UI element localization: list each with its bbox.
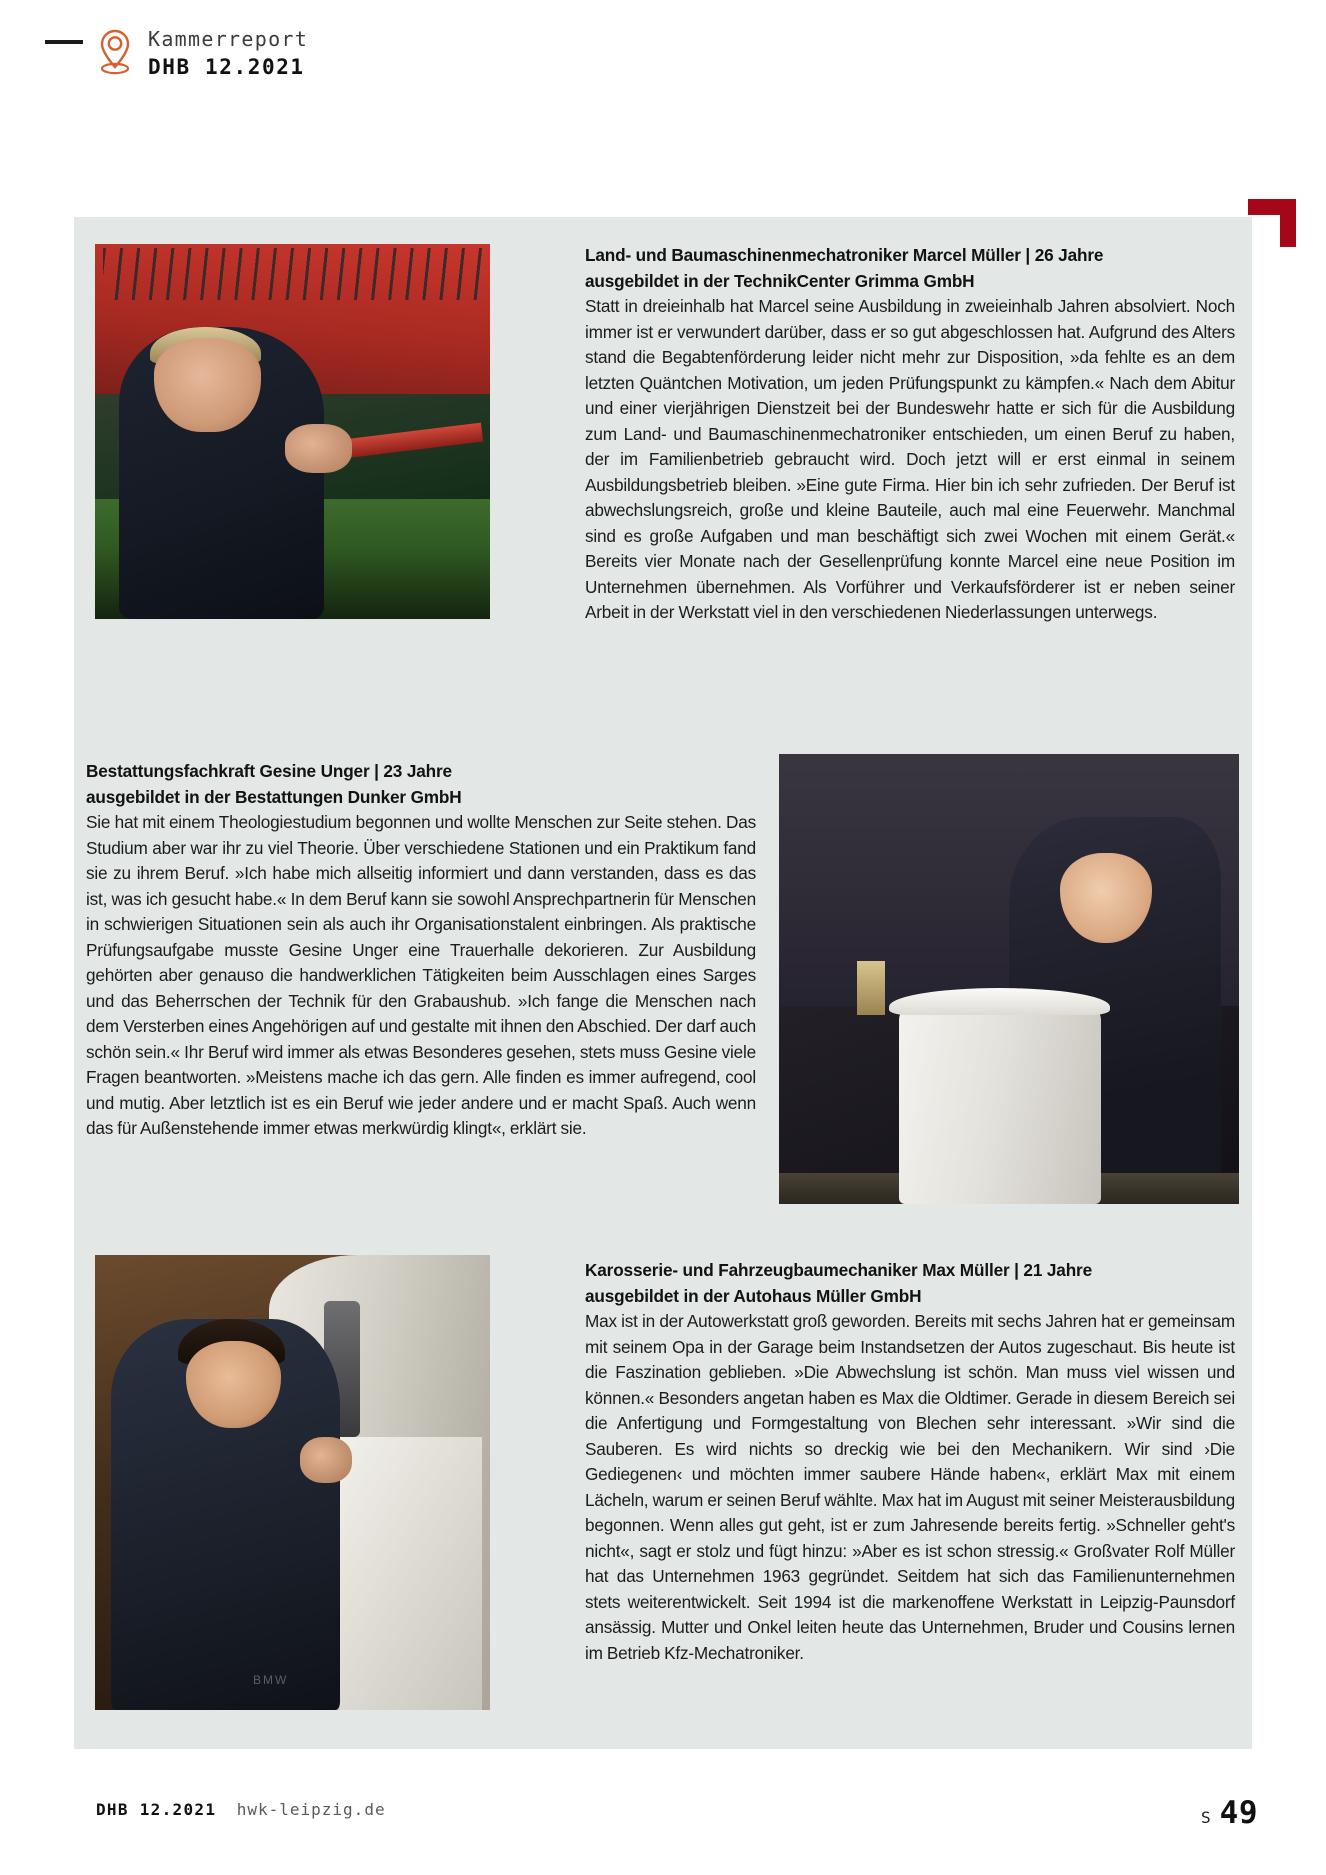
article-heading-line2: ausgebildet in der TechnikCenter Grimma GmbH [585, 270, 975, 291]
page-header [0, 27, 1326, 90]
photo-watermark: BMW [253, 1673, 289, 1688]
corner-bracket-decoration [1248, 199, 1296, 247]
article-heading-line2: ausgebildet in der Bestattungen Dunker GmbH [86, 786, 462, 807]
page-footer [0, 1795, 1326, 1850]
article-body: Sie hat mit einem Theologiestudium begonnen und wollte Menschen zur Seite stehen. Das Studium aber war ihr zu viel Theorie. Über verschiedene Stationen und ein Praktikum fand sie zu ihrem Beruf. »Ich habe mich allseitig informiert und dann verstanden, dass es das ist, was ich gesucht habe.« In dem Beruf kann sie sowohl Ansprechpartnerin für Menschen in schwierigen Situationen sein als auch ihr Organisationstalent einbringen. Als praktische Prüfungsaufgabe musste Gesine Unger eine Trauerhalle dekorieren. Zur Ausbildung gehörten aber genauso die handwerklichen Tätigkeiten beim Ausschlagen eines Sarges und das Beherrschen der Technik für den Grabaushub. »Ich fange die Menschen nach dem Versterben eines Angehörigen auf und gestalte mit ihnen den Abschied. Der darf auch schön sein.« Ihr Beruf wird immer als etwas Besonderes gesehen, stets muss Gesine viele Fragen beantworten. »Meistens mache ich das gern. Alle finden es immer aufregend, cool und mutig. Aber letztlich ist es ein Beruf wie jeder andere und er macht Spaß. Auch wenn das für Außenstehende immer etwas merkwürdig klingt«, erklärt sie. [86, 812, 756, 1138]
location-pin-icon [98, 27, 132, 77]
footer-page-prefix: S [1201, 1808, 1211, 1827]
header-kicker: Kammerreport [148, 27, 309, 51]
article-body: Statt in dreieinhalb hat Marcel seine Ausbildung in zweieinhalb Jahren absolviert. Noch immer ist er verwundert darüber, dass er so gut abgeschlossen hat. Aufgrund des Alters stand die Begabtenförderung leider nicht mehr zur Disposition, »da fehlte es an dem letzten Quäntchen Motivation, um jeden Prüfungspunkt zu kämpfen.« Nach dem Abitur und einer vierjährigen Dienstzeit bei der Bundeswehr hatte er sich für die Ausbildung zum Land- und Baumaschinenmechatroniker entschieden, um einen Beruf zu haben, der im Familienbetrieb gebraucht wird. Doch jetzt will er erst einmal in seinem Ausbildungsbetrieb bleiben. »Eine gute Firma. Hier bin ich sehr zufrieden. Der Beruf ist abwechslungsreich, große und kleine Bauteile, auch mal eine Feuerwehr. Manchmal sind es große Aufgaben und man beschäftigt sich zwei Wochen mit einem Gerät.« Bereits vier Monate nach der Gesellenprüfung konnte Marcel eine neue Position im Unternehmen übernehmen. Als Vorführer und Verkaufsförderer ist er neben seiner Arbeit in der Werkstatt viel in den verschiedenen Niederlassungen unterwegs. [585, 296, 1235, 622]
article-text-gesine-unger [86, 759, 756, 1142]
footer-page-number: 49 [1219, 1795, 1258, 1831]
article-heading-line2: ausgebildet in der Autohaus Müller GmbH [585, 1285, 922, 1306]
article-photo-gesine-unger [779, 754, 1239, 1204]
article-text-marcel-mueller [585, 243, 1235, 626]
footer-left-group [96, 1800, 386, 1820]
article-photo-max-mueller [95, 1255, 490, 1710]
article-photo-marcel-mueller [95, 244, 490, 619]
article-heading-line1: Karosserie- und Fahrzeugbaumechaniker Max Müller | 21 Jahre [585, 1260, 1092, 1280]
article-heading-line1: Land- und Baumaschinenmechatroniker Marcel Müller | 26 Jahre [585, 245, 1104, 265]
footer-page-group [1201, 1795, 1258, 1831]
header-issue: DHB 12.2021 [148, 55, 305, 79]
article-body: Max ist in der Autowerkstatt groß geworden. Bereits mit sechs Jahren hat er gemeinsam mit seinem Opa in der Garage beim Instandsetzen der Autos zugeschaut. Bis heute ist die Faszination geblieben. »Die Abwechslung ist schön. Man muss viel wissen und können.« Besonders angetan haben es Max die Oldtimer. Gerade in diesem Bereich sei die Anfertigung und Formgestaltung von Blechen sehr interessant. »Wir sind die Sauberen. Es wird nichts so dreckig wie bei den Mechanikern. Wir sind ›Die Gediegenen‹ und möchten immer saubere Hände haben«, erklärt Max mit einem Lächeln, warum er seinen Beruf wählte. Max hat im August mit seiner Meisterausbildung begonnen. Wenn alles gut geht, ist er zum Jahresende bereits fertig. »Schneller geht's nicht«, sagt er stolz und fügt hinzu: »Aber es ist schon stressig.« Großvater Rolf Müller hat das Unternehmen 1963 gegründet. Seitdem hat sich das Familienunternehmen stets weiterentwickelt. Seit 1994 ist die markenoffene Werkstatt in Leipzig-Paunsdorf ansässig. Mutter und Onkel leiten heute das Unternehmen, Bruder und Cousins lernen im Betrieb Kfz-Mechatroniker. [585, 1311, 1235, 1663]
footer-issue: DHB 12.2021 [96, 1800, 217, 1819]
header-rule [45, 40, 83, 44]
header-titles [148, 26, 308, 82]
footer-url[interactable]: hwk-leipzig.de [236, 1800, 386, 1819]
article-text-max-mueller [585, 1258, 1235, 1666]
article-heading-line1: Bestattungsfachkraft Gesine Unger | 23 Jahre [86, 761, 452, 781]
corner-bracket-arm-vertical [1280, 199, 1296, 247]
